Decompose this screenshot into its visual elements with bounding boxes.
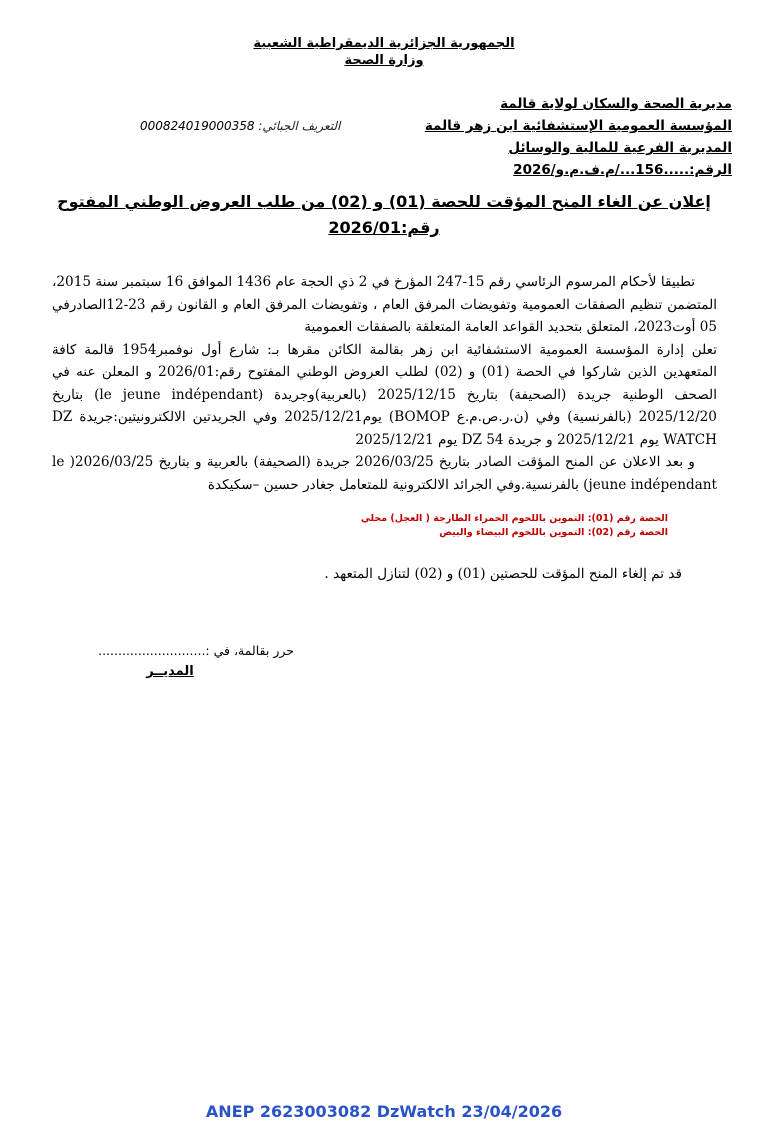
notice-body xyxy=(52,271,717,496)
body-paragraph-announcement: تعلن إدارة المؤسسة العمومية الاستشفائية ابن زهر بقالمة الكائن مقرها بـ: شارع أول نوفمبر1954 قالمة كافة المتعهدين الذين شاركوا في الحصة (01) و (02) لطلب العروض الوطني المفتوح رقم:2026/01 و المعلن عنه في الصحف الوطنية جريدة (الصحيفة) بتاريخ 2025/12/15 (بالعربية)وجريدة (le jeune indépendant) بتاريخ 2025/12/20 (بالفرنسية) وفي (ن.ر.ص.م.ع BOMOP) يوم2025/12/21 وفي الجريدتين الالكترونيتين:جريدة DZ WATCH يوم 2025/12/21 و جريدة DZ 54 يوم 2025/12/21 xyxy=(52,341,717,448)
issuer-block xyxy=(372,93,732,181)
done-at-line: حرر بقالمة، في :........................... xyxy=(98,643,294,658)
directorate-line: مديرية الصحة والسكان لولاية قالمة xyxy=(500,96,732,112)
footer-reference: ANEP 2623003082 DzWatch 23/04/2026 xyxy=(205,1102,563,1121)
sub-directorate-line: المديرية الفرعية للمالية والوسائل xyxy=(508,140,732,156)
lot-item: الحصة رقم (02): التموين باللحوم البيضاء والبيض xyxy=(439,527,668,538)
body-paragraph-legal-basis: تطبيقا لأحكام المرسوم الرئاسي رقم 15-247 المؤرخ في 2 ذي الحجة عام 1436 الموافق 16 سبتمبر سنة 2015، المتضمن تنظيم الصفقات العمومية وتفويضات المرفق العام ، وتفويضات المرفق العام و القانون رقم 23-12الصادرفي 05 أوت2023، المتعلق بتحديد القواعد العامة المتعلقة بالصفقات العمومية xyxy=(52,274,717,335)
notice-title-number: رقم:2026/01 xyxy=(328,218,440,237)
notice-title: إعلان عن الغاء المنح المؤقت للحصة (01) و (02) من طلب العروض الوطني المفتوح xyxy=(57,192,711,211)
republic-heading: الجمهورية الجزائرية الديمقراطية الشعبية xyxy=(253,36,515,51)
establishment-line: المؤسسة العمومية الإستشفائية ابن زهر قالمة xyxy=(424,118,732,134)
cancellation-statement: قد تم إلغاء المنح المؤقت للحصتين (01) و (02) لتنازل المتعهد . xyxy=(324,566,682,582)
director-title: المديــر xyxy=(146,664,194,679)
body-paragraph-provisional-award: و بعد الاعلان عن المنح المؤقت الصادر بتاريخ 2026/03/25 جريدة (الصحيفة) بالعربية و بتاريخ 2026/03/25( le jeune indépendant) بالفرنسية.وفي الجرائد الالكترونية للمتعامل جغادر حسين –سكيكدة xyxy=(52,454,717,493)
lots-list xyxy=(248,512,668,540)
tax-id-label: التعريف الجبائي: xyxy=(258,119,341,133)
ministry-heading: وزارة الصحة xyxy=(344,53,424,68)
tax-id xyxy=(140,119,370,133)
lot-item: الحصة رقم (01): التموين باللحوم الحمراء الطازجة ( العجل) محلي xyxy=(360,513,668,524)
tax-id-value: 000824019000358 xyxy=(140,119,255,133)
reference-number: الرقم:.....156.../م.ف.م.و/2026 xyxy=(513,162,732,178)
